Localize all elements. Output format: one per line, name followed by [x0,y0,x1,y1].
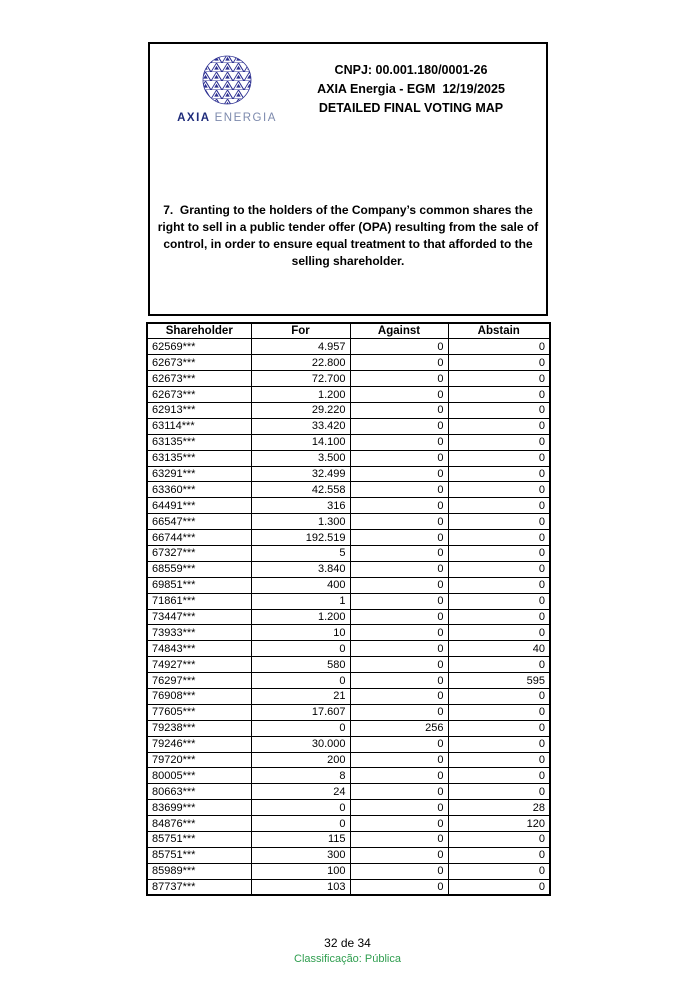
table-row [147,593,550,609]
logo-text-energia: ENERGIA [214,112,277,124]
shareholder-cell: 85989*** [147,863,251,879]
shareholder-cell: 76297*** [147,673,251,689]
abstain-cell: 0 [448,625,550,641]
shareholder-cell: 85751*** [147,832,251,848]
abstain-cell: 120 [448,816,550,832]
table-row [147,863,550,879]
for-cell: 8 [251,768,350,784]
for-cell: 0 [251,641,350,657]
company-logo [164,54,290,124]
table-row [147,450,550,466]
table-row [147,466,550,482]
column-header-against: Against [350,323,448,339]
for-cell: 30.000 [251,736,350,752]
against-cell: 0 [350,387,448,403]
table-row [147,530,550,546]
for-cell: 1 [251,593,350,609]
for-cell: 42.558 [251,482,350,498]
abstain-cell: 0 [448,371,550,387]
shareholder-cell: 80663*** [147,784,251,800]
header-document-title: DETAILED FINAL VOTING MAP [318,101,504,115]
shareholder-cell: 77605*** [147,704,251,720]
for-cell: 400 [251,577,350,593]
for-cell: 100 [251,863,350,879]
abstain-cell: 0 [448,530,550,546]
for-cell: 1.200 [251,387,350,403]
table-row [147,498,550,514]
against-cell: 0 [350,577,448,593]
table-row [147,545,550,561]
abstain-cell: 0 [448,879,550,895]
abstain-cell: 0 [448,514,550,530]
header-cnpj: CNPJ: 00.001.180/0001-26 [334,63,488,77]
for-cell: 14.100 [251,434,350,450]
abstain-cell: 0 [448,545,550,561]
voting-table-body [147,339,550,895]
against-cell: 0 [350,752,448,768]
page-number: 32 de 34 [324,936,371,950]
against-cell: 0 [350,863,448,879]
abstain-cell: 0 [448,561,550,577]
table-row [147,704,550,720]
abstain-cell: 0 [448,768,550,784]
table-row [147,800,550,816]
shareholder-cell: 67327*** [147,545,251,561]
table-row [147,657,550,673]
shareholder-cell: 79720*** [147,752,251,768]
abstain-cell: 0 [448,720,550,736]
table-row [147,561,550,577]
abstain-cell: 0 [448,577,550,593]
shareholder-cell: 83699*** [147,800,251,816]
shareholder-cell: 66547*** [147,514,251,530]
shareholder-cell: 66744*** [147,530,251,546]
against-cell: 0 [350,514,448,530]
table-row [147,577,550,593]
for-cell: 300 [251,847,350,863]
against-cell: 0 [350,593,448,609]
header-box [148,42,548,316]
against-cell: 0 [350,625,448,641]
abstain-cell: 0 [448,387,550,403]
shareholder-cell: 74843*** [147,641,251,657]
abstain-cell: 0 [448,355,550,371]
table-row [147,784,550,800]
abstain-cell: 0 [448,418,550,434]
for-cell: 200 [251,752,350,768]
voting-table-header [147,323,550,339]
shareholder-cell: 63114*** [147,418,251,434]
abstain-cell: 0 [448,450,550,466]
header-row [147,323,550,339]
logo-wordmark [164,112,290,124]
against-cell: 256 [350,720,448,736]
shareholder-cell: 74927*** [147,657,251,673]
table-row [147,673,550,689]
for-cell: 0 [251,800,350,816]
for-cell: 32.499 [251,466,350,482]
classification-label: Classificação: Pública [294,953,401,965]
shareholder-cell: 73447*** [147,609,251,625]
for-cell: 0 [251,816,350,832]
shareholder-cell: 69851*** [147,577,251,593]
table-row [147,641,550,657]
shareholder-cell: 62673*** [147,371,251,387]
abstain-cell: 0 [448,498,550,514]
shareholder-cell: 80005*** [147,768,251,784]
abstain-cell: 0 [448,736,550,752]
for-cell: 0 [251,673,350,689]
for-cell: 24 [251,784,350,800]
table-row [147,736,550,752]
for-cell: 103 [251,879,350,895]
against-cell: 0 [350,450,448,466]
shareholder-cell: 85751*** [147,847,251,863]
shareholder-cell: 87737*** [147,879,251,895]
against-cell: 0 [350,561,448,577]
against-cell: 0 [350,355,448,371]
logo-text-axia: AXIA [177,112,211,124]
against-cell: 0 [350,545,448,561]
abstain-cell: 0 [448,402,550,418]
header-meeting-title: AXIA Energia - EGM 12/19/2025 [317,82,505,96]
shareholder-cell: 68559*** [147,561,251,577]
shareholder-cell: 62673*** [147,387,251,403]
table-row [147,387,550,403]
meeting-header [278,61,544,118]
abstain-cell: 0 [448,863,550,879]
for-cell: 0 [251,720,350,736]
against-cell: 0 [350,688,448,704]
abstain-cell: 40 [448,641,550,657]
table-row [147,768,550,784]
shareholder-cell: 79238*** [147,720,251,736]
against-cell: 0 [350,879,448,895]
abstain-cell: 0 [448,466,550,482]
abstain-cell: 28 [448,800,550,816]
for-cell: 22.800 [251,355,350,371]
shareholder-cell: 64491*** [147,498,251,514]
abstain-cell: 0 [448,688,550,704]
shareholder-cell: 63360*** [147,482,251,498]
abstain-cell: 0 [448,339,550,355]
abstain-cell: 0 [448,847,550,863]
for-cell: 3.500 [251,450,350,466]
table-row [147,879,550,895]
table-row [147,720,550,736]
shareholder-cell: 62913*** [147,402,251,418]
against-cell: 0 [350,371,448,387]
abstain-cell: 0 [448,657,550,673]
shareholder-cell: 63291*** [147,466,251,482]
against-cell: 0 [350,784,448,800]
shareholder-cell: 71861*** [147,593,251,609]
for-cell: 4.957 [251,339,350,355]
for-cell: 21 [251,688,350,704]
table-row [147,609,550,625]
table-row [147,832,550,848]
against-cell: 0 [350,466,448,482]
for-cell: 1.200 [251,609,350,625]
for-cell: 72.700 [251,371,350,387]
against-cell: 0 [350,736,448,752]
table-row [147,371,550,387]
abstain-cell: 0 [448,704,550,720]
shareholder-cell: 84876*** [147,816,251,832]
for-cell: 33.420 [251,418,350,434]
against-cell: 0 [350,800,448,816]
shareholder-cell: 79246*** [147,736,251,752]
column-header-shareholder: Shareholder [147,323,251,339]
against-cell: 0 [350,816,448,832]
shareholder-cell: 63135*** [147,450,251,466]
table-row [147,847,550,863]
against-cell: 0 [350,673,448,689]
for-cell: 29.220 [251,402,350,418]
table-row [147,752,550,768]
against-cell: 0 [350,704,448,720]
against-cell: 0 [350,498,448,514]
voting-table [146,322,551,896]
abstain-cell: 0 [448,784,550,800]
table-row [147,482,550,498]
abstain-cell: 0 [448,593,550,609]
for-cell: 115 [251,832,350,848]
table-row [147,355,550,371]
abstain-cell: 0 [448,752,550,768]
against-cell: 0 [350,482,448,498]
table-row [147,402,550,418]
against-cell: 0 [350,609,448,625]
agenda-item-text: 7. Granting to the holders of the Company’s common shares the right to sell in a public tender offer (OPA) resulting from the sale of control, in order to ensure equal treatment to that afforded to the selling shareholder. [157,203,539,268]
shareholder-cell: 62569*** [147,339,251,355]
against-cell: 0 [350,530,448,546]
for-cell: 3.840 [251,561,350,577]
abstain-cell: 0 [448,434,550,450]
shareholder-cell: 62673*** [147,355,251,371]
abstain-cell: 0 [448,832,550,848]
column-header-abstain: Abstain [448,323,550,339]
for-cell: 192.519 [251,530,350,546]
against-cell: 0 [350,768,448,784]
shareholder-cell: 63135*** [147,434,251,450]
against-cell: 0 [350,832,448,848]
table-row [147,688,550,704]
for-cell: 10 [251,625,350,641]
against-cell: 0 [350,339,448,355]
against-cell: 0 [350,434,448,450]
for-cell: 316 [251,498,350,514]
table-row [147,816,550,832]
for-cell: 580 [251,657,350,673]
abstain-cell: 595 [448,673,550,689]
for-cell: 17.607 [251,704,350,720]
table-row [147,625,550,641]
table-row [147,514,550,530]
against-cell: 0 [350,418,448,434]
logo-sphere-icon [200,54,254,108]
table-row [147,418,550,434]
for-cell: 5 [251,545,350,561]
against-cell: 0 [350,641,448,657]
against-cell: 0 [350,657,448,673]
table-row [147,434,550,450]
shareholder-cell: 76908*** [147,688,251,704]
shareholder-cell: 73933*** [147,625,251,641]
column-header-for: For [251,323,350,339]
table-row [147,339,550,355]
against-cell: 0 [350,847,448,863]
against-cell: 0 [350,402,448,418]
abstain-cell: 0 [448,609,550,625]
for-cell: 1.300 [251,514,350,530]
abstain-cell: 0 [448,482,550,498]
